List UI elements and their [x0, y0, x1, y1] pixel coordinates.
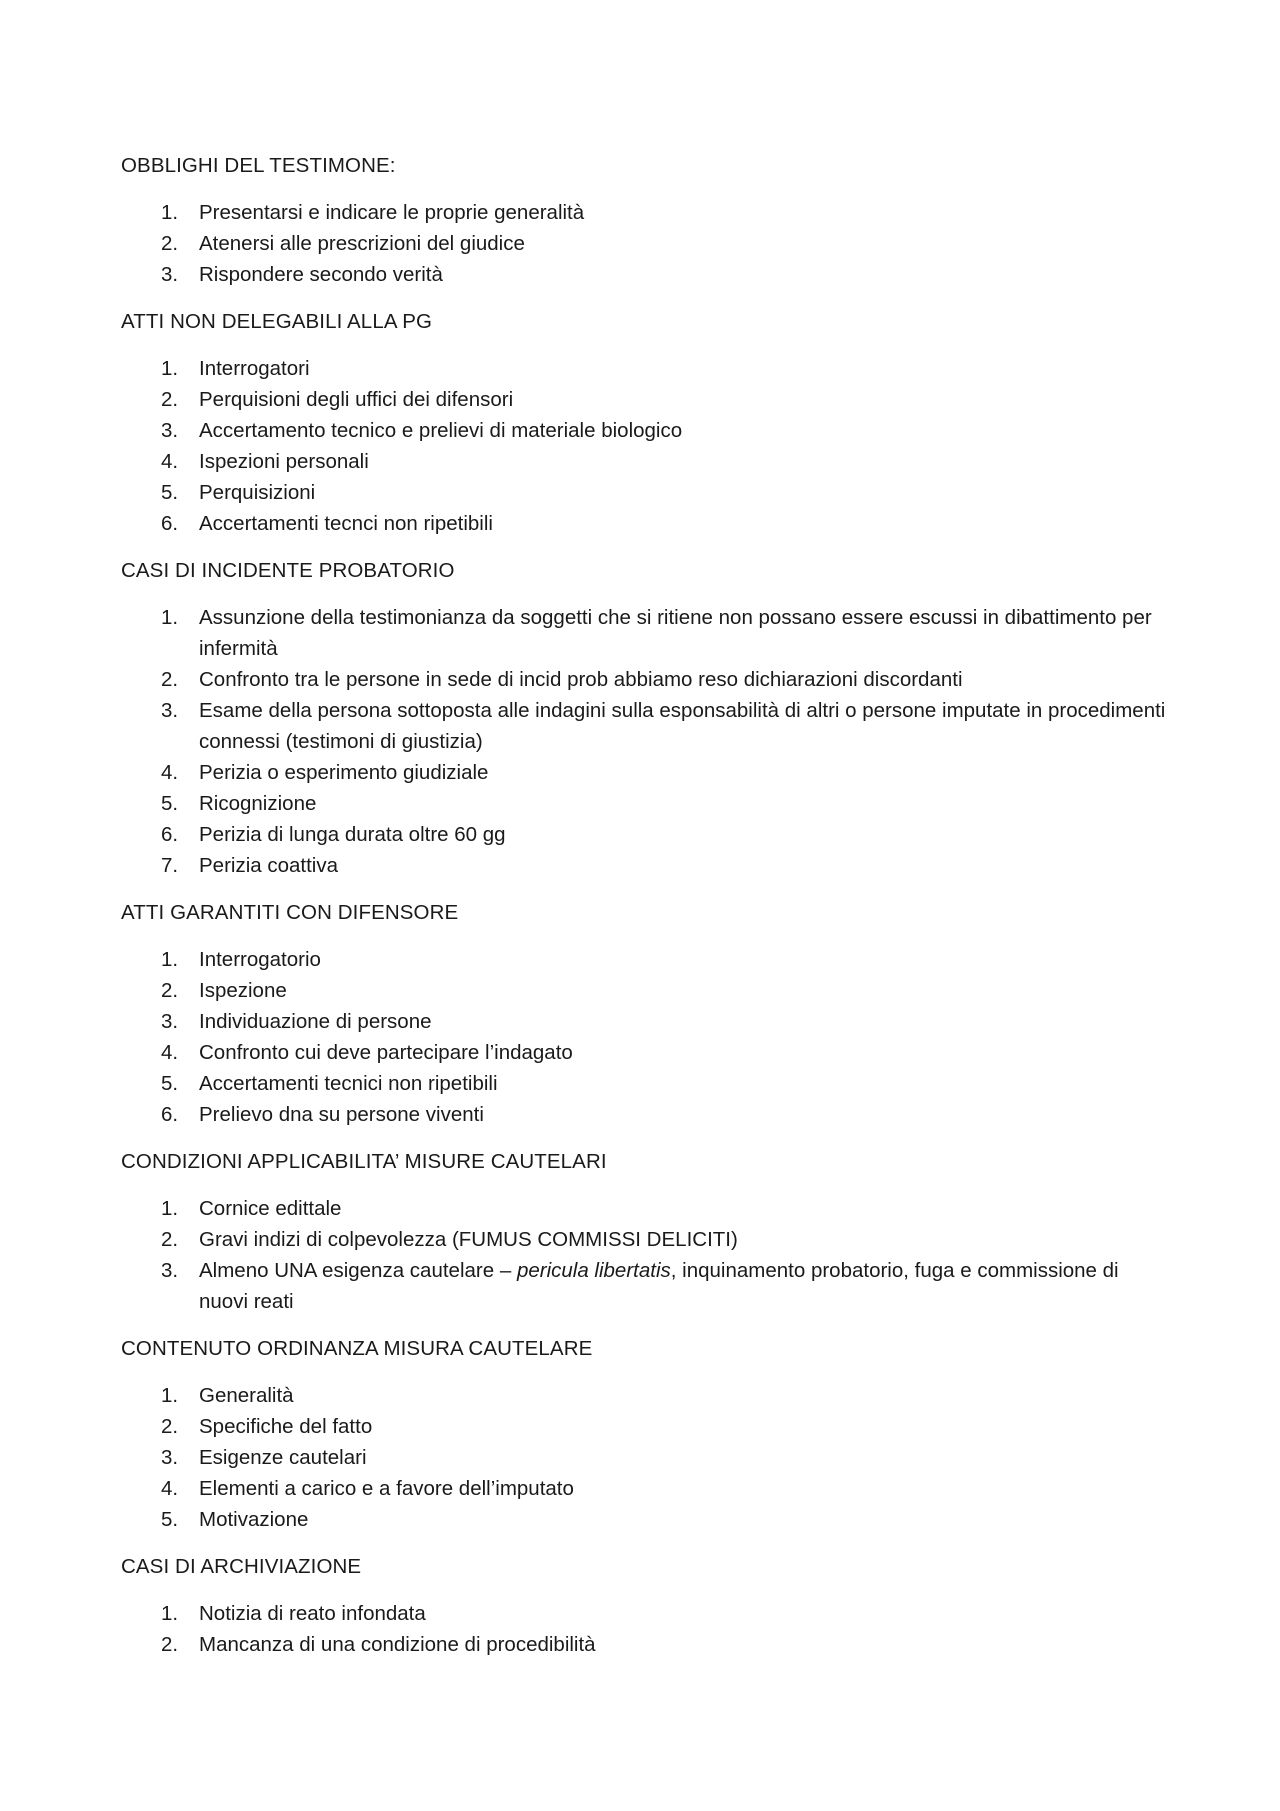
- list-item-text-italic: pericula libertatis: [516, 1259, 671, 1282]
- list-item-text: Mancanza di una condizione di procedibilità: [199, 1633, 596, 1656]
- list-item: [121, 1224, 1171, 1255]
- list-item-number: 1.: [161, 606, 179, 629]
- list-item: [121, 602, 1171, 664]
- list-item-number: 3.: [161, 1010, 179, 1033]
- list-item: [121, 1442, 1171, 1473]
- list-item: [121, 446, 1171, 477]
- list-item-text: Assunzione della testimonianza da soggetti che si ritiene non possano essere escussi in dibattimento per infermità: [199, 606, 1152, 660]
- section-heading-atti-non-delegabili: ATTI NON DELEGABILI ALLA PG: [121, 310, 433, 333]
- section-heading-casi-archiviazione: CASI DI ARCHIVIAZIONE: [121, 1555, 362, 1578]
- list-item-number: 1.: [161, 357, 179, 380]
- list-item: [121, 228, 1171, 259]
- list-item-number: 5.: [161, 792, 179, 815]
- list-item-number: 3.: [161, 1259, 179, 1282]
- list-item-text-part: Almeno UNA esigenza cautelare –: [199, 1259, 517, 1282]
- list-item: [121, 1504, 1171, 1535]
- list-atti-non-delegabili: [121, 353, 1171, 539]
- list-item-text: Prelievo dna su persone viventi: [199, 1103, 484, 1126]
- list-item-number: 4.: [161, 1477, 179, 1500]
- list-item-text: Accertamenti tecnci non ripetibili: [199, 512, 493, 535]
- section-heading-condizioni-misure-cautelari: CONDIZIONI APPLICABILITA’ MISURE CAUTELARI: [121, 1150, 607, 1173]
- list-item: [121, 477, 1171, 508]
- list-item: [121, 384, 1171, 415]
- list-item-text: Interrogatori: [199, 357, 310, 380]
- list-item: [121, 695, 1171, 757]
- list-item-text: Esigenze cautelari: [199, 1446, 367, 1469]
- list-condizioni-misure-cautelari: [121, 1193, 1171, 1317]
- list-item-text: Cornice edittale: [199, 1197, 342, 1220]
- list-item-number: 2.: [161, 668, 179, 691]
- list-item-number: 2.: [161, 232, 179, 255]
- list-item-number: 1.: [161, 1384, 179, 1407]
- list-item-number: 7.: [161, 854, 179, 877]
- list-item: [121, 508, 1171, 539]
- list-atti-garantiti: [121, 944, 1171, 1130]
- list-item-text: Gravi indizi di colpevolezza (FUMUS COMMISSI DELICITI): [199, 1228, 738, 1251]
- list-item-text: Ispezione: [199, 979, 287, 1002]
- list-item-number: 6.: [161, 823, 179, 846]
- section-heading-obblighi-testimone: OBBLIGHI DEL TESTIMONE:: [121, 154, 396, 177]
- list-item: [121, 850, 1171, 881]
- list-item: [121, 1006, 1171, 1037]
- list-obblighi-testimone: [121, 197, 1171, 290]
- list-item: [121, 819, 1171, 850]
- list-item: [121, 1037, 1171, 1068]
- list-item-number: 5.: [161, 1072, 179, 1095]
- list-item: [121, 1598, 1171, 1629]
- list-item-number: 4.: [161, 1041, 179, 1064]
- list-item: [121, 757, 1171, 788]
- list-item-text: Ispezioni personali: [199, 450, 369, 473]
- list-item-text: Perquisizioni: [199, 481, 316, 504]
- list-item-text: Perquisioni degli uffici dei difensori: [199, 388, 514, 411]
- list-item-text-part: , inquinamento probatorio, fuga e commissione di nuovi reati: [199, 1259, 1119, 1313]
- list-item: [121, 975, 1171, 1006]
- list-item: [121, 664, 1171, 695]
- list-item-number: 6.: [161, 512, 179, 535]
- list-item: [121, 944, 1171, 975]
- list-item: [121, 788, 1171, 819]
- list-item-text: Esame della persona sottoposta alle indagini sulla esponsabilità di altri o persone imputate in procedimenti connessi (testimoni di giustizia): [199, 699, 1166, 753]
- list-item-number: 1.: [161, 1602, 179, 1625]
- list-item: [121, 1380, 1171, 1411]
- list-item-text: Specifiche del fatto: [199, 1415, 373, 1438]
- section-heading-atti-garantiti: ATTI GARANTITI CON DIFENSORE: [121, 901, 459, 924]
- list-item-number: 5.: [161, 481, 179, 504]
- list-item-text: Motivazione: [199, 1508, 309, 1531]
- list-item-number: 3.: [161, 699, 179, 722]
- list-item-number: 3.: [161, 419, 179, 442]
- list-item-text: Generalità: [199, 1384, 294, 1407]
- list-item-text: Interrogatorio: [199, 948, 321, 971]
- document-page: [121, 150, 1171, 1676]
- list-item-number: 3.: [161, 1446, 179, 1469]
- list-item-number: 1.: [161, 948, 179, 971]
- list-item-text: Confronto cui deve partecipare l’indagato: [199, 1041, 573, 1064]
- list-item-text: Perizia o esperimento giudiziale: [199, 761, 489, 784]
- list-item-number: 4.: [161, 450, 179, 473]
- list-casi-archiviazione: [121, 1598, 1171, 1660]
- list-item: [121, 1411, 1171, 1442]
- list-item-number: 2.: [161, 1228, 179, 1251]
- list-item: [121, 259, 1171, 290]
- list-item-text: Presentarsi e indicare le proprie generalità: [199, 201, 585, 224]
- list-item-text: Atenersi alle prescrizioni del giudice: [199, 232, 525, 255]
- list-item: [121, 1255, 1171, 1317]
- list-item: [121, 1473, 1171, 1504]
- list-item-number: 1.: [161, 1197, 179, 1220]
- list-item-number: 4.: [161, 761, 179, 784]
- list-item: [121, 415, 1171, 446]
- list-item: [121, 1193, 1171, 1224]
- list-item-text: Ricognizione: [199, 792, 317, 815]
- list-item-text: Individuazione di persone: [199, 1010, 432, 1033]
- list-contenuto-ordinanza: [121, 1380, 1171, 1535]
- list-item-number: 3.: [161, 263, 179, 286]
- list-item-number: 2.: [161, 1415, 179, 1438]
- list-item-number: 5.: [161, 1508, 179, 1531]
- list-item-number: 2.: [161, 1633, 179, 1656]
- list-item-text: Confronto tra le persone in sede di incid prob abbiamo reso dichiarazioni discordanti: [199, 668, 963, 691]
- list-item-text: Accertamenti tecnici non ripetibili: [199, 1072, 498, 1095]
- section-heading-incidente-probatorio: CASI DI INCIDENTE PROBATORIO: [121, 559, 455, 582]
- list-item: [121, 197, 1171, 228]
- list-item-number: 6.: [161, 1103, 179, 1126]
- list-item: [121, 1099, 1171, 1130]
- list-item-text: Rispondere secondo verità: [199, 263, 443, 286]
- list-item-text: Perizia coattiva: [199, 854, 339, 877]
- list-item: [121, 1629, 1171, 1660]
- list-item-text: Perizia di lunga durata oltre 60 gg: [199, 823, 506, 846]
- list-item: [121, 353, 1171, 384]
- list-item-number: 2.: [161, 388, 179, 411]
- list-item: [121, 1068, 1171, 1099]
- list-item-number: 1.: [161, 201, 179, 224]
- list-incidente-probatorio: [121, 602, 1171, 881]
- list-item-text: Accertamento tecnico e prelievi di materiale biologico: [199, 419, 683, 442]
- list-item-number: 2.: [161, 979, 179, 1002]
- list-item-text: Notizia di reato infondata: [199, 1602, 426, 1625]
- section-heading-contenuto-ordinanza: CONTENUTO ORDINANZA MISURA CAUTELARE: [121, 1337, 593, 1360]
- list-item-text: Elementi a carico e a favore dell’imputato: [199, 1477, 574, 1500]
